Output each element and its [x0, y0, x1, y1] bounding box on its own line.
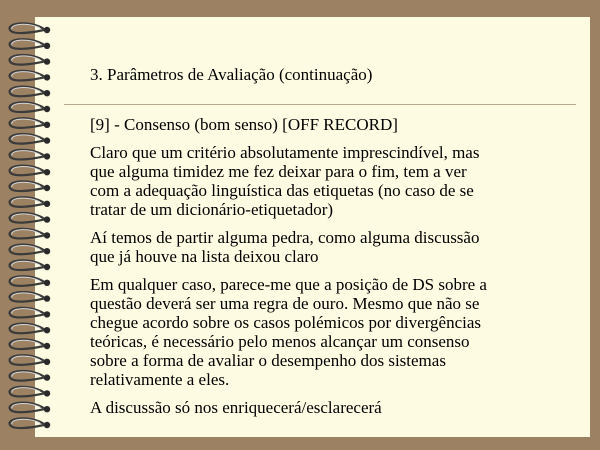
paragraph-line: Em qualquer caso, parece-me que a posição de DS sobre a [90, 275, 487, 294]
slide-body [90, 115, 580, 426]
paragraph-line: com a adequação linguística das etiquetas (no caso de se [90, 181, 474, 200]
paragraph-line: chegue acordo sobre os casos polémicos por divergências [90, 313, 482, 332]
binding-hole [44, 106, 50, 112]
paragraph-line: relativamente a eles. [90, 370, 230, 389]
paragraph-line: que alguma timidez me fez deixar para o fim, tem a ver [90, 162, 467, 181]
paragraph-line: sobre a forma de avaliar o desempenho dos sistemas [90, 351, 446, 370]
paragraph-line: teóricas, é necessário pelo menos alcançar um consenso [90, 332, 470, 351]
binding-hole [44, 295, 50, 301]
binding-hole [44, 122, 50, 128]
binding-hole [44, 216, 50, 222]
binding-hole [44, 43, 50, 49]
binding-hole [44, 406, 50, 412]
paragraph-line: [9] - Consenso (bom senso) [OFF RECORD] [90, 115, 398, 134]
paragraph-line: que já houve na lista deixou claro [90, 247, 319, 266]
binding-hole [44, 327, 50, 333]
binding-hole [44, 185, 50, 191]
paragraph-line: questão deverá ser uma regra de ouro. Mesmo que não se [90, 294, 480, 313]
binding-hole [44, 422, 50, 428]
binding-hole [44, 280, 50, 286]
binding-hole [44, 343, 50, 349]
binding-hole [44, 169, 50, 175]
slide-title: 3. Parâmetros de Avaliação (continuação) [90, 65, 373, 84]
paragraph-2 [90, 143, 580, 219]
binding-hole [44, 311, 50, 317]
binding-hole [44, 264, 50, 270]
binding-hole [44, 248, 50, 254]
binding-hole [44, 201, 50, 207]
paragraph-line: A discussão só nos enriquecerá/esclarecerá [90, 398, 382, 417]
spiral-binding-icon [0, 17, 60, 437]
binding-hole [44, 58, 50, 64]
binding-hole [44, 390, 50, 396]
binding-hole [44, 74, 50, 80]
title-divider [64, 104, 576, 105]
paragraph-5 [90, 398, 580, 417]
paragraph-1 [90, 115, 580, 134]
binding-hole [44, 27, 50, 33]
paragraph-3 [90, 228, 580, 266]
binding-hole [44, 137, 50, 143]
paragraph-4 [90, 275, 580, 389]
binding-hole [44, 374, 50, 380]
binding-hole [44, 153, 50, 159]
paragraph-line: Claro que um critério absolutamente imprescindível, mas [90, 143, 480, 162]
paragraph-line: tratar de um dicionário-etiquetador) [90, 200, 334, 219]
binding-hole [44, 232, 50, 238]
binding-hole [44, 90, 50, 96]
binding-hole [44, 359, 50, 365]
paragraph-line: Aí temos de partir alguma pedra, como alguma discussão [90, 228, 480, 247]
